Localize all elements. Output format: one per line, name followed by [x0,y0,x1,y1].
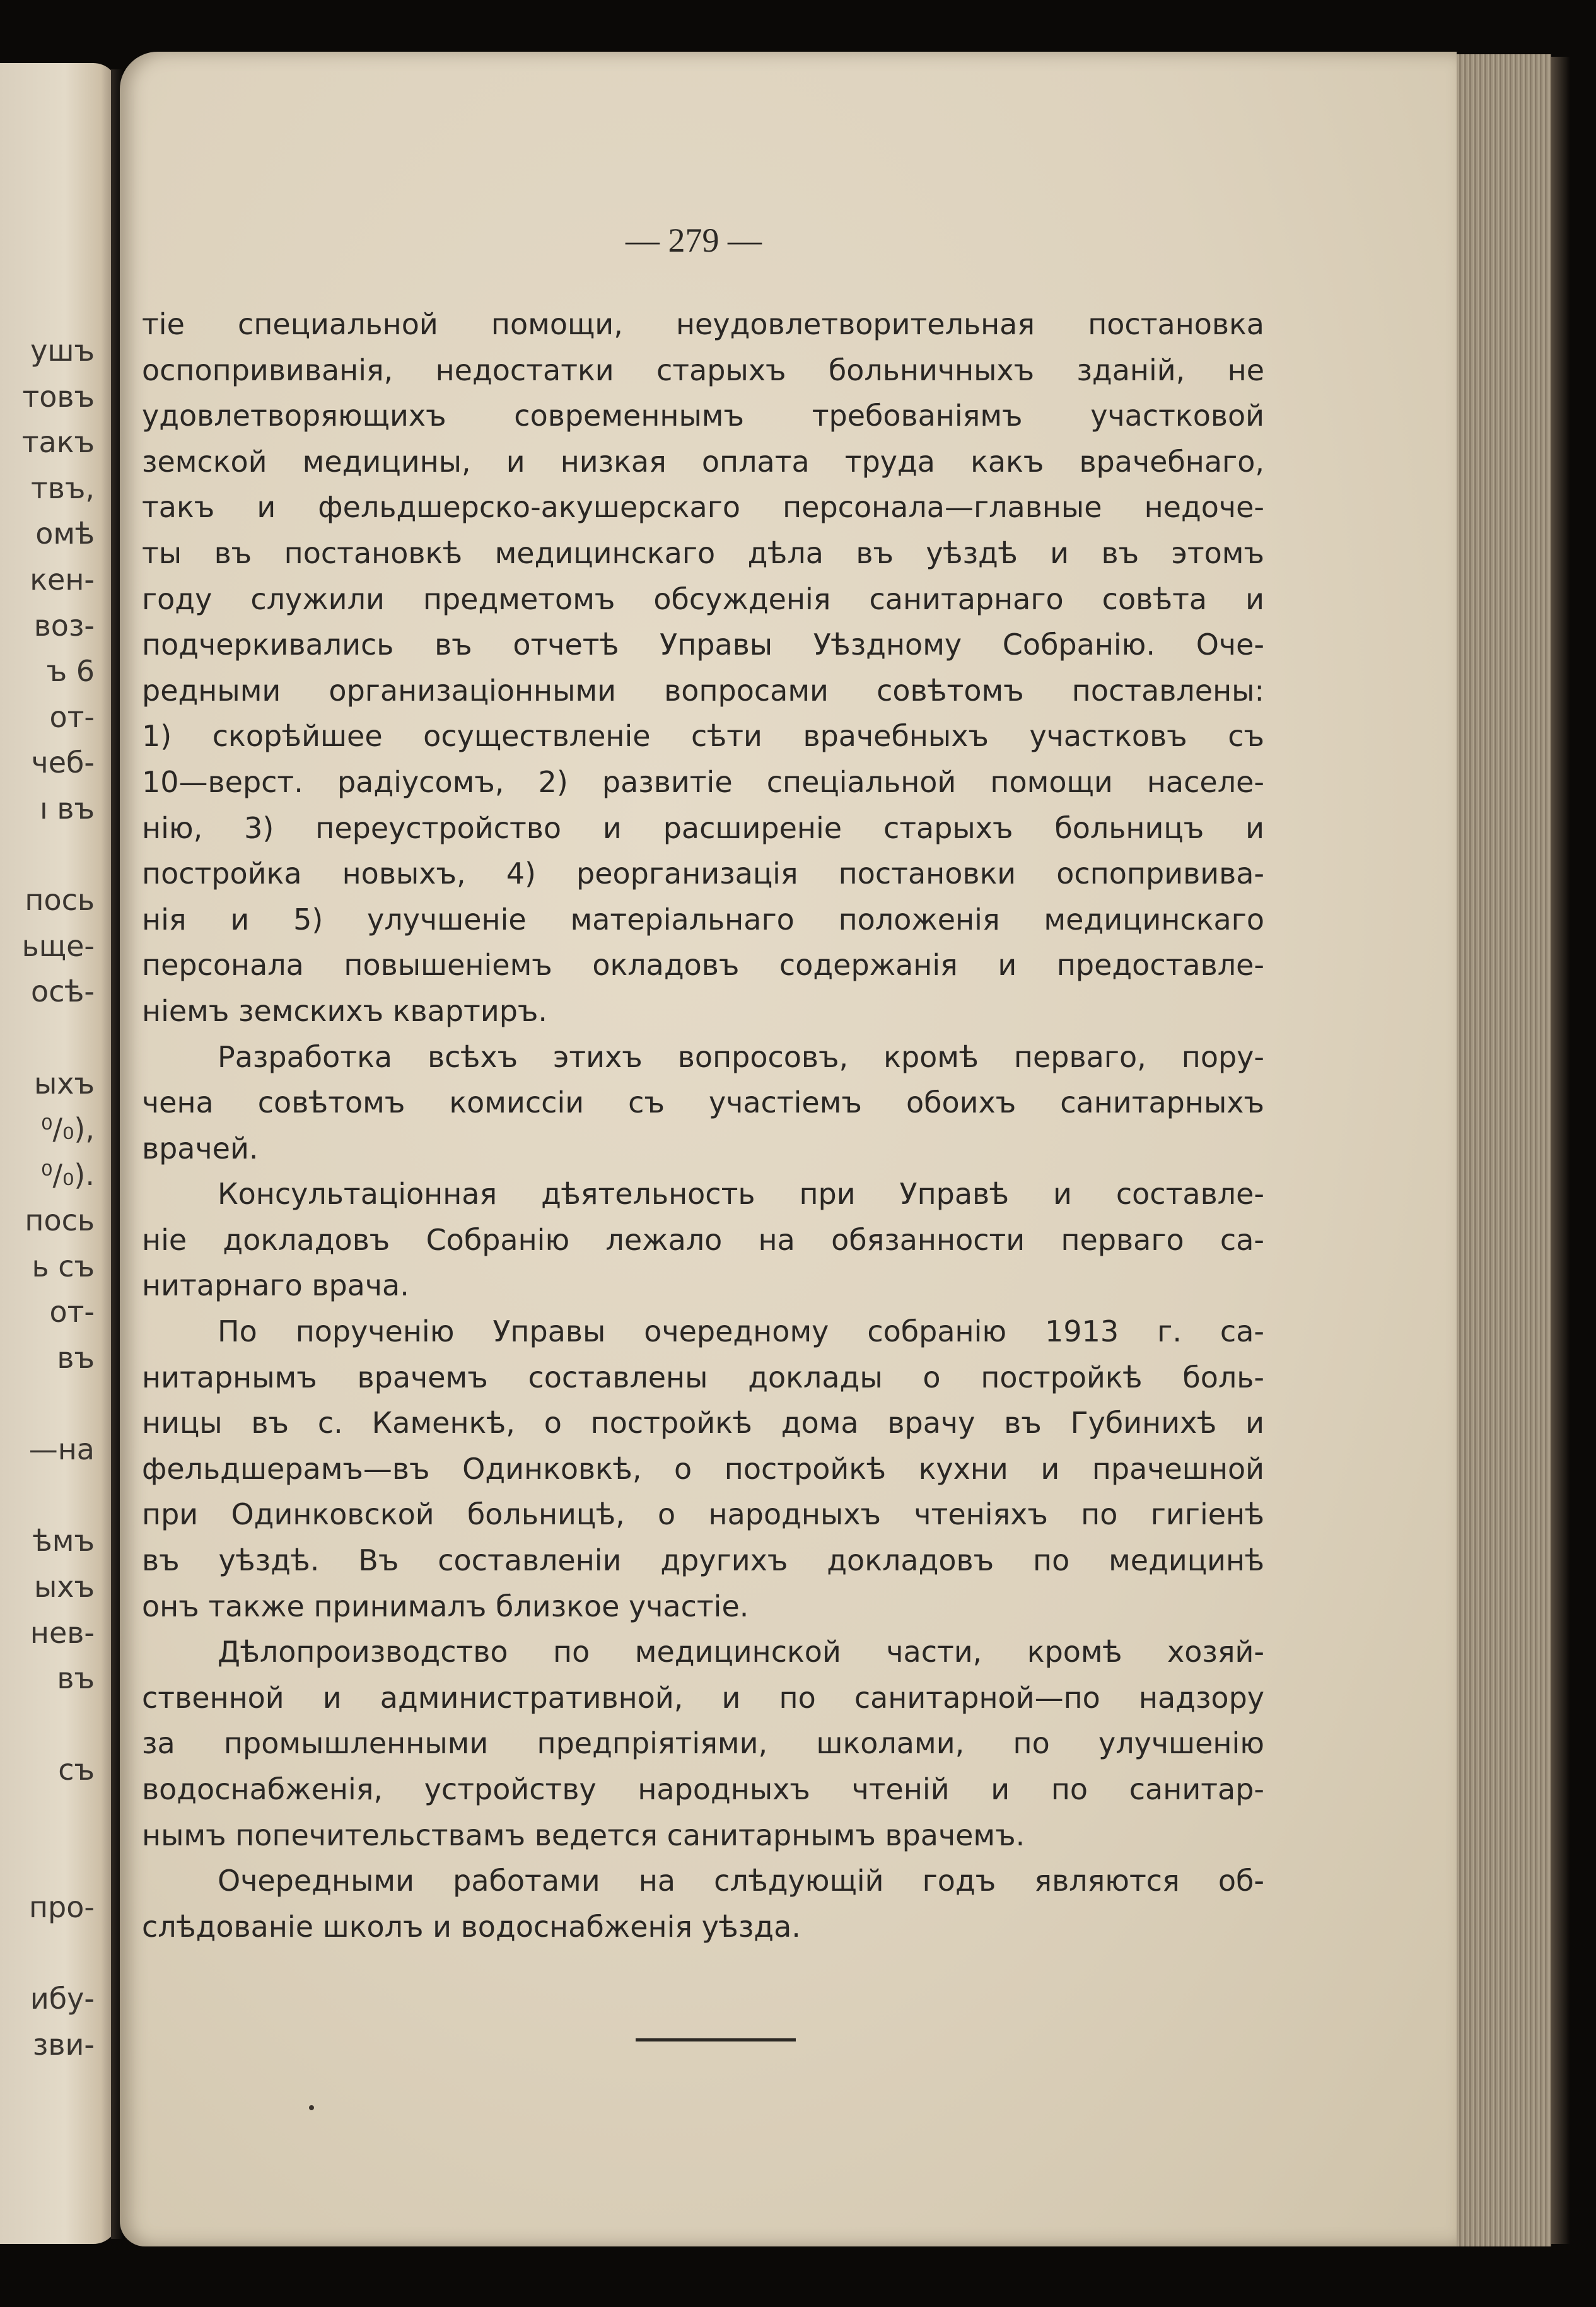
facing-page-left [0,63,119,2244]
paragraph [142,1858,1264,1949]
text-line: постройка новыхъ, 4) реорганизація постановки оспопрививa- [142,856,1264,891]
facing-page-fragment: ибу- [30,1982,95,2016]
text-line: ніемъ земскихъ квартиръ. [142,993,548,1028]
text-line: Дѣлопроизводство по медицинской части, кромѣ хозяй- [218,1635,1264,1669]
text-line: Консультаціонная дѣятельность при Управѣ и составле- [218,1177,1264,1212]
text-line: за промышленными предпріятіями, школами, по улучшенію [142,1726,1264,1761]
text-line: году служили предметомъ обсужденія санитарнаго совѣта и [142,581,1264,616]
text-line: подчеркивались въ отчетѣ Управы Уѣздному Собранію. Оче- [142,628,1264,662]
text-line: нымъ попечительствамъ ведется санитарнымъ врачемъ. [142,1818,1025,1852]
text-line: онъ также принималъ близкое участіе. [142,1589,749,1623]
text-line: фельдшерамъ—въ Одинковкѣ, о постройкѣ кухни и прачешной [142,1451,1264,1486]
paragraph [142,1629,1264,1858]
text-line: 10—верст. радіусомъ, 2) развитіе спеціальной помощи населе- [142,764,1264,799]
paragraph [142,1309,1264,1629]
facing-page-fragment: —на [28,1432,95,1467]
facing-page-fragment: ѣмъ [32,1524,95,1558]
facing-page-fragment: воз- [33,608,95,643]
facing-page-fragment [0,1702,95,1748]
text-line: такъ и фельдшерско-акушерскаго персонала—главные недоче- [142,490,1264,525]
text-line: ты въ постановкѣ медицинскаго дѣла въ уѣздѣ и въ этомъ [142,535,1264,570]
facing-page-fragment: чеб- [31,745,95,780]
facing-page-fragment: ⁰/₀). [41,1157,95,1192]
facing-page-fragment: пось [25,883,95,918]
paragraph [142,1034,1264,1172]
facing-page-fragment: зви- [32,2027,95,2062]
facing-page-fragment: ⁰/₀), [41,1112,95,1147]
text-line: нитарнымъ врачемъ составлены доклады о постройкѣ боль- [142,1360,1264,1394]
text-line: 1) скорѣйшее осуществленіе сѣти врачебныхъ участковъ съ [142,719,1264,754]
text-line: слѣдованіе школъ и водоснабженія уѣзда. [142,1909,801,1944]
text-line: нію, 3) переустройство и расширеніе старыхъ больницъ и [142,810,1264,845]
page-body-text [142,301,1264,1949]
page-block-edges [1457,54,1551,2246]
text-line: По порученію Управы очередному собранію 1913 г. са- [218,1314,1264,1349]
text-line: при Одинковской больницѣ, о народныхъ чтеніяхъ по гигіенѣ [142,1497,1264,1532]
facing-page-fragment: въ [57,1661,95,1696]
page-edge-shadow [1551,57,1570,2244]
facing-page-fragment: ыхъ [33,1066,95,1101]
text-line: чена совѣтомъ комиссіи съ участіемъ обоихъ санитарныхъ [142,1085,1264,1120]
text-line: Разработка всѣхъ этихъ вопросовъ, кромѣ перваго, пору- [218,1039,1264,1074]
text-line: нія и 5) улучшеніе матеріальнаго положенія медицинскаго [142,902,1264,937]
facing-page-fragment: кен- [30,562,95,597]
text-line: Очередными работами на слѣдующій годъ являются об- [218,1864,1264,1898]
text-line: оспопрививанія, недостатки старыхъ больничныхъ зданій, не [142,353,1264,387]
facing-page-fragment: про- [28,1890,95,1925]
facing-page-fragment: омѣ [35,517,95,551]
text-line: врачей. [142,1131,259,1165]
facing-page-fragment: ı въ [39,791,95,826]
text-line: ственной и административной, и по санитарной—по надзору [142,1680,1264,1715]
paragraph [142,1171,1264,1309]
facing-page-fragment: такъ [21,425,95,460]
facing-page-text-fragments [0,328,95,2068]
facing-page-fragment: осѣ- [31,974,95,1009]
facing-page-fragment: пось [25,1203,95,1238]
facing-page-fragment [0,1793,95,1839]
facing-page-fragment: ь съ [32,1249,95,1283]
facing-page-fragment: съ [58,1753,95,1787]
facing-page-fragment: от- [49,1295,95,1329]
text-line: тіе специальной помощи, неудовлетворительная постановка [142,307,1264,341]
text-line: редными организаціонными вопросами совѣтомъ поставлены: [142,673,1264,708]
paper-speck [309,2105,314,2110]
facing-page-fragment: твъ, [30,470,95,505]
text-line: ніе докладовъ Собранію лежало на обязанности перваго са- [142,1222,1264,1257]
text-line: земской медицины, и низкая оплата труда какъ врачебнаго, [142,444,1264,479]
text-line: нитарнаго врача. [142,1268,409,1303]
page-number: — 279 — [626,221,762,259]
facing-page-fragment: нев- [30,1615,95,1650]
facing-page-fragment [0,1015,95,1061]
facing-page-fragment [0,1381,95,1427]
text-line: ницы въ с. Каменкѣ, о постройкѣ дома врачу въ Губинихѣ и [142,1406,1264,1440]
facing-page-fragment [0,1930,95,1977]
facing-page-fragment: ушъ [30,334,95,368]
facing-page-fragment: ыхъ [33,1570,95,1604]
paragraph [142,301,1264,1034]
facing-page-fragment [0,832,95,878]
facing-page-fragment: от- [49,699,95,734]
facing-page-fragment: товъ [22,379,95,414]
text-line: удовлетворяющихъ современнымъ требованіямъ участковой [142,399,1264,433]
text-line: персонала повышеніемъ окладовъ содержанія и предоставле- [142,948,1264,983]
text-line: водоснабженія, устройству народныхъ чтеній и по санитар- [142,1772,1264,1806]
facing-page-fragment [0,1473,95,1519]
facing-page-fragment [0,1839,95,1885]
facing-page-fragment: ьще- [21,928,95,963]
section-end-rule [636,2038,796,2041]
facing-page-fragment: ъ 6 [46,654,95,689]
text-line: въ уѣздѣ. Въ составленіи другихъ докладовъ по медицинѣ [142,1543,1264,1578]
facing-page-fragment: въ [57,1341,95,1375]
